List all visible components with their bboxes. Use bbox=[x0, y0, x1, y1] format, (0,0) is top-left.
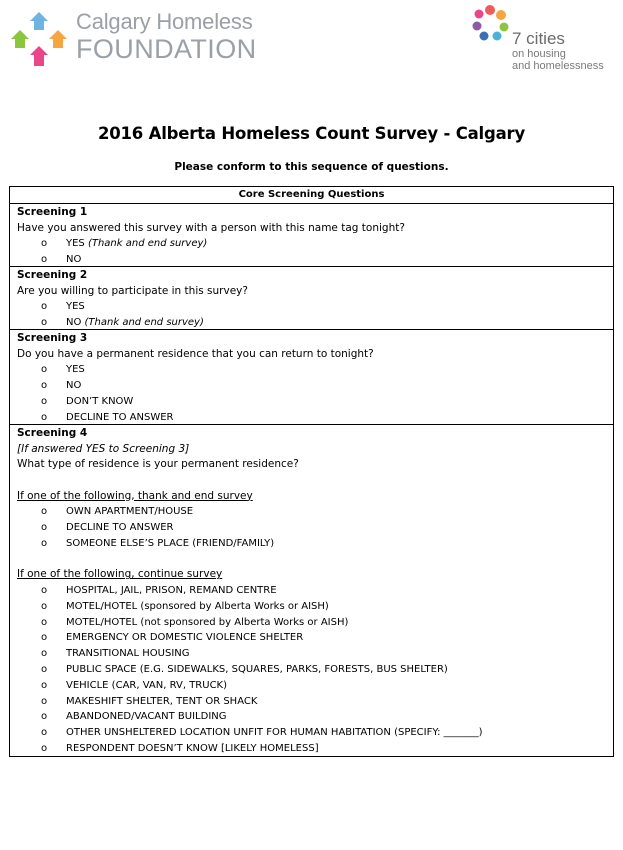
screening-3-section bbox=[10, 330, 613, 425]
option-item[interactable]: o YES bbox=[41, 364, 85, 376]
end-survey-group-label: If one of the following, thank and end survey bbox=[17, 489, 253, 502]
option-item[interactable]: o PUBLIC SPACE (E.G. SIDEWALKS, SQUARES, PARKS, FORESTS, BUS SHELTER) bbox=[41, 664, 448, 676]
option-item[interactable]: o DON’T KNOW bbox=[41, 395, 134, 407]
option-item[interactable]: o MOTEL/HOTEL (not sponsored by Alberta Works or AISH) bbox=[41, 616, 349, 628]
seven-cities-mark-icon bbox=[470, 4, 510, 42]
screening-1-section bbox=[10, 204, 613, 267]
option-item[interactable]: o OWN APARTMENT/HOUSE bbox=[41, 506, 194, 518]
org-name-line1: Calgary Homeless bbox=[76, 9, 253, 34]
option-item[interactable]: o NO bbox=[41, 380, 82, 391]
screening-3-question: Do you have a permanent residence that you can return to tonight? bbox=[17, 347, 374, 360]
continue-survey-group-label: If one of the following, continue survey bbox=[17, 568, 223, 581]
screening-2-question: Are you willing to participate in this survey? bbox=[17, 284, 248, 297]
screening-4-question: What type of residence is your permanent residence? bbox=[17, 458, 299, 471]
document-subtitle: Please conform to this sequence of questions. bbox=[174, 161, 449, 173]
option-item[interactable]: o YES (Thank and end survey) bbox=[41, 238, 208, 250]
option-item[interactable]: o DECLINE TO ANSWER bbox=[41, 411, 174, 423]
screening-4-section bbox=[10, 425, 613, 757]
option-item[interactable]: o DECLINE TO ANSWER bbox=[41, 522, 174, 534]
document-title: 2016 Alberta Homeless Count Survey - Calgary bbox=[97, 124, 526, 143]
screening-2-title: Screening 2 bbox=[17, 269, 88, 281]
option-item[interactable]: o SOMEONE ELSE’S PLACE (FRIEND/FAMILY) bbox=[41, 537, 275, 549]
screening-1-question: Have you answered this survey with a person with this name tag tonight? bbox=[17, 221, 405, 234]
option-item[interactable]: o MOTEL/HOTEL (sponsored by Alberta Works or AISH) bbox=[41, 600, 329, 612]
table-header: Core Screening Questions bbox=[10, 187, 613, 204]
option-item[interactable]: o ABANDONED/VACANT BUILDING bbox=[41, 711, 227, 723]
partner-name: 7 cities bbox=[512, 29, 565, 48]
houses-icon bbox=[10, 10, 68, 68]
org-name-line2: FOUNDATION bbox=[76, 34, 257, 64]
option-item[interactable]: o VEHICLE (CAR, VAN, RV, TRUCK) bbox=[41, 679, 228, 691]
seven-cities-logo bbox=[468, 4, 620, 84]
screening-1-title: Screening 1 bbox=[17, 206, 88, 218]
option-item[interactable]: o HOSPITAL, JAIL, PRISON, REMAND CENTRE bbox=[41, 585, 277, 597]
option-item[interactable]: o EMERGENCY OR DOMESTIC VIOLENCE SHELTER bbox=[41, 632, 304, 644]
option-item[interactable]: o MAKESHIFT SHELTER, TENT OR SHACK bbox=[41, 695, 258, 707]
option-item[interactable]: o NO bbox=[41, 254, 82, 265]
option-item[interactable]: o TRANSITIONAL HOUSING bbox=[41, 648, 190, 660]
screening-4-title: Screening 4 bbox=[17, 427, 88, 439]
screening-questions-table bbox=[9, 186, 614, 757]
option-item[interactable]: o YES bbox=[41, 301, 85, 313]
calgary-homeless-foundation-logo bbox=[8, 4, 288, 70]
option-item[interactable]: o OTHER UNSHELTERED LOCATION UNFIT FOR HUMAN HABITATION (SPECIFY: _______) bbox=[41, 727, 483, 739]
screening-3-title: Screening 3 bbox=[17, 332, 88, 344]
screening-4-condition: [If answered YES to Screening 3] bbox=[17, 442, 190, 455]
screening-2-section bbox=[10, 267, 613, 330]
partner-tagline-1: on housing bbox=[512, 48, 566, 60]
option-item[interactable]: o RESPONDENT DOESN’T KNOW [LIKELY HOMELESS] bbox=[41, 743, 319, 755]
option-item[interactable]: o NO (Thank and end survey) bbox=[41, 317, 204, 328]
partner-tagline-2: and homelessness bbox=[512, 60, 604, 72]
